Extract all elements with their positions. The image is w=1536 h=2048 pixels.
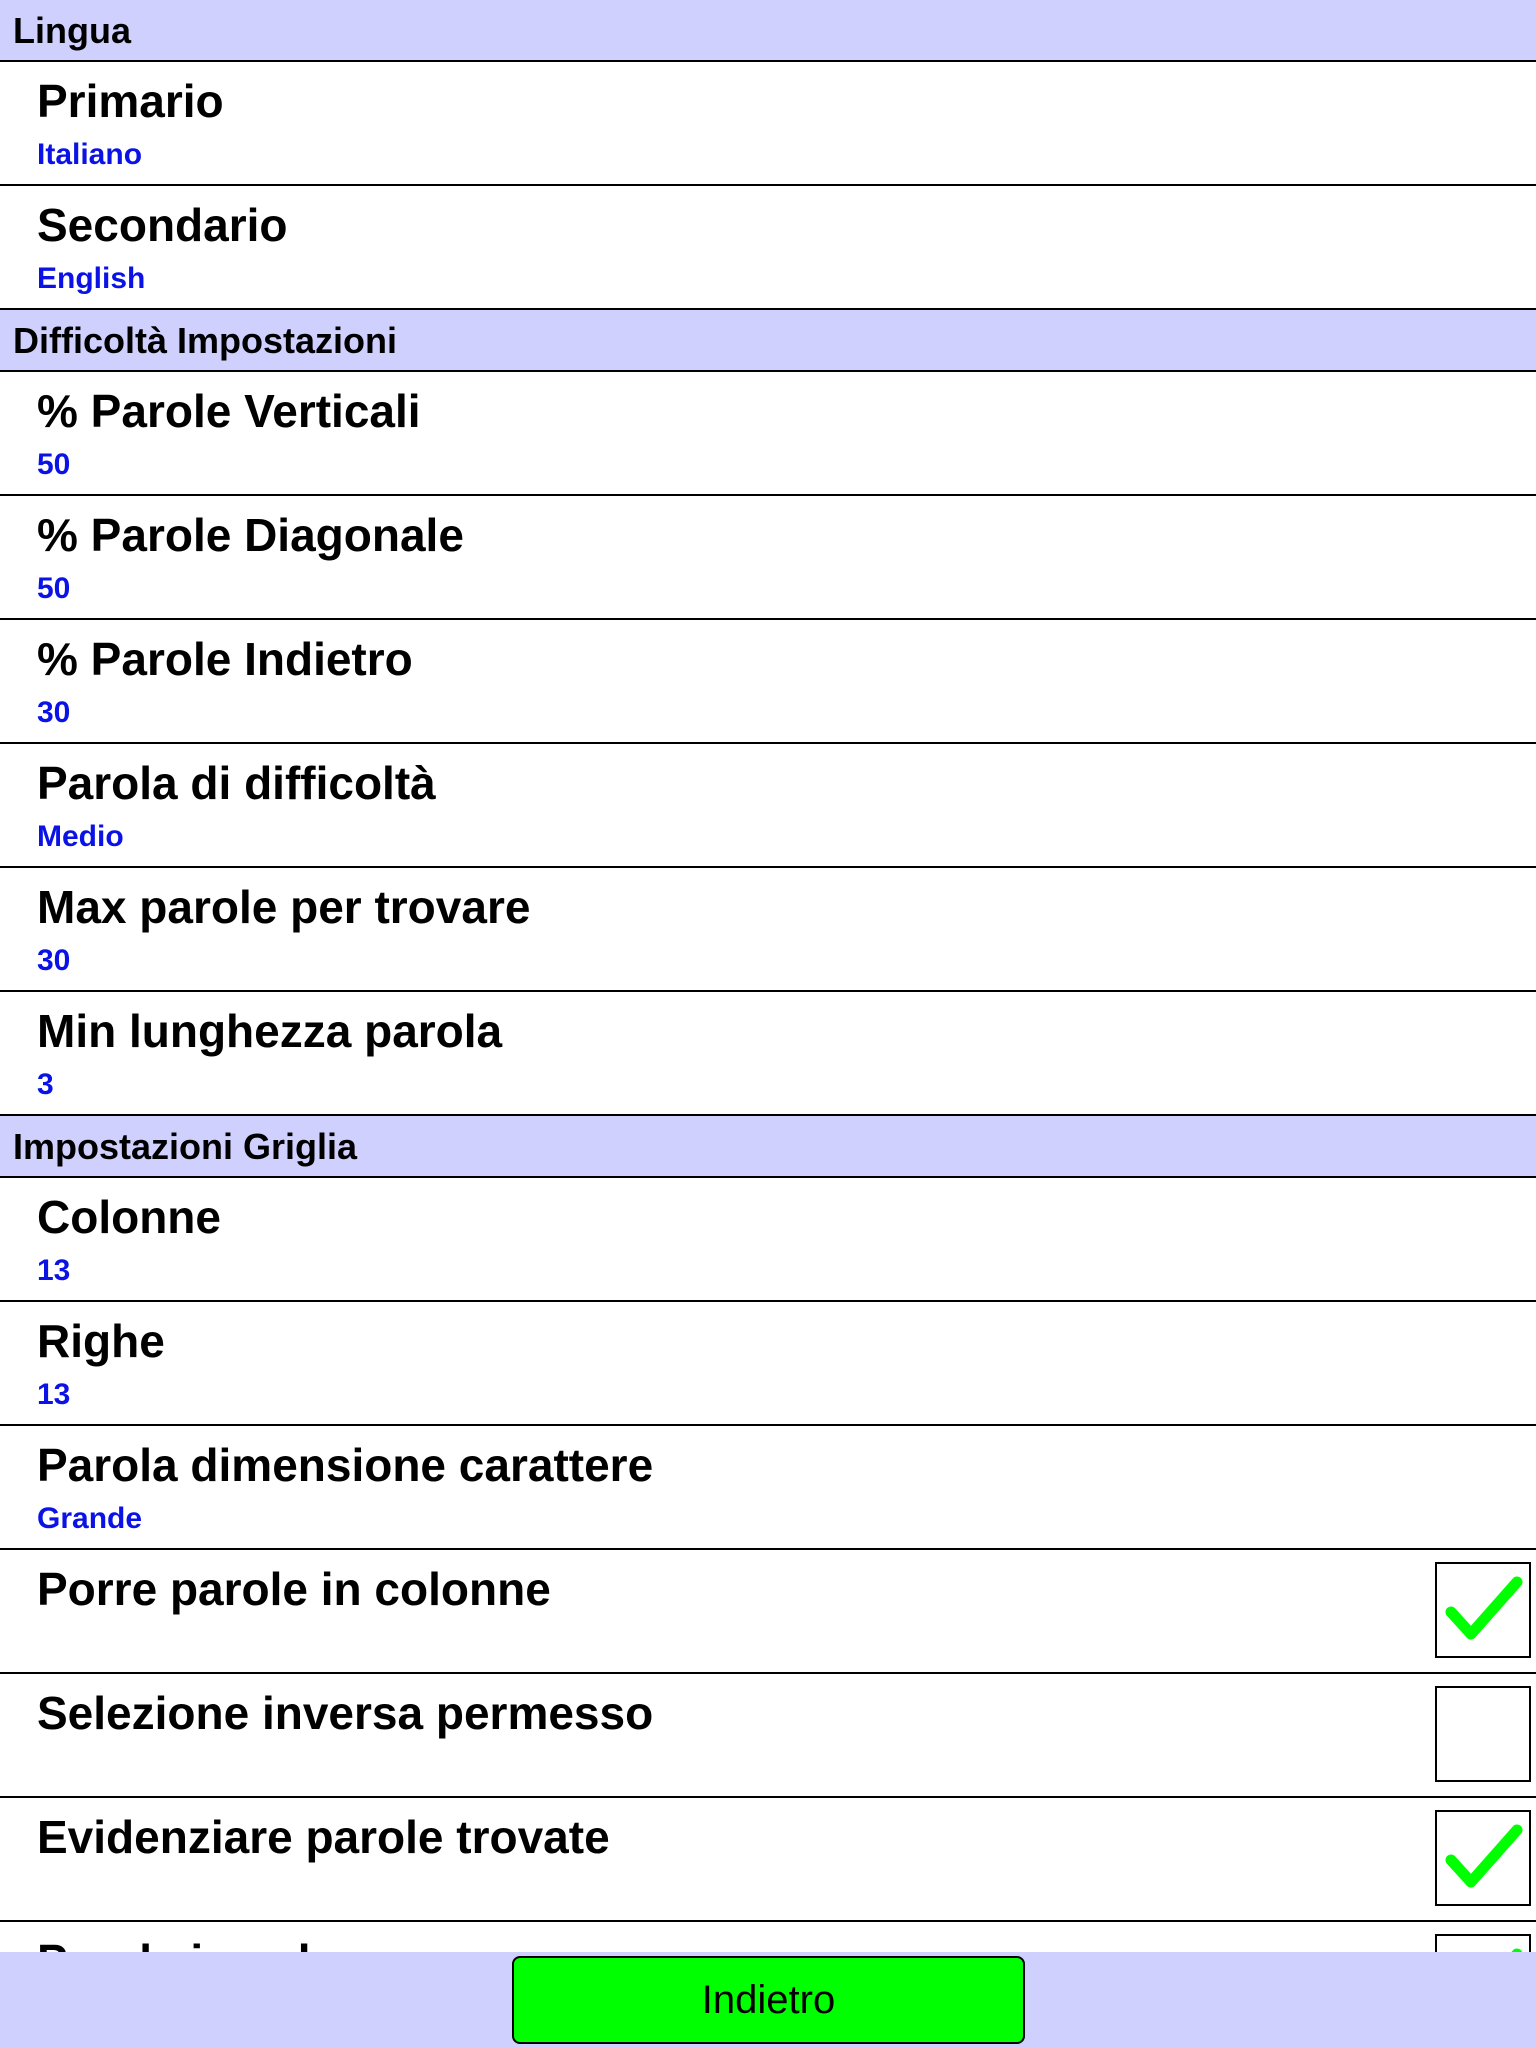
setting-value: 50 [37,572,71,605]
setting-title: Selezione inversa permesso [37,1687,654,1739]
setting-value: 13 [37,1254,71,1287]
footer-bar [0,1952,1536,2048]
setting-title: Righe [37,1315,165,1367]
setting-value: 50 [37,448,71,481]
setting-title: Secondario [37,199,288,251]
setting-title: Porre parole in colonne [37,1563,551,1615]
setting-title: Parola dimensione carattere [37,1439,654,1491]
setting-diagonal-words[interactable] [0,496,1536,620]
setting-word-difficulty[interactable] [0,744,1536,868]
setting-word-font-size[interactable] [0,1426,1536,1550]
setting-highlight-found[interactable] [0,1798,1536,1922]
setting-value: Italiano [37,138,143,171]
setting-value: 13 [37,1378,71,1411]
setting-value: 30 [37,696,71,729]
setting-value: English [37,262,146,295]
setting-title: % Parole Diagonale [37,509,464,561]
setting-title: % Parole Verticali [37,385,421,437]
setting-max-words[interactable] [0,868,1536,992]
reverse-selection-checkbox[interactable] [1435,1686,1531,1782]
setting-title: Parola di difficoltà [37,757,436,809]
setting-backward-words[interactable] [0,620,1536,744]
checkmark-icon [1437,1564,1529,1656]
setting-value: Grande [37,1502,143,1535]
setting-title: Primario [37,75,224,127]
setting-vertical-words[interactable] [0,372,1536,496]
setting-title: Max parole per trovare [37,881,531,933]
setting-title: % Parole Indietro [37,633,413,685]
words-in-columns-checkbox[interactable] [1435,1562,1531,1658]
setting-columns[interactable] [0,1178,1536,1302]
setting-reverse-selection[interactable] [0,1674,1536,1798]
highlight-found-checkbox[interactable] [1435,1810,1531,1906]
back-button[interactable]: Indietro [512,1956,1025,2044]
setting-value: 30 [37,944,71,977]
setting-min-word-length[interactable] [0,992,1536,1116]
setting-value: 3 [37,1068,54,1101]
checkmark-icon [1437,1812,1529,1904]
section-header-grid: Impostazioni Griglia [0,1116,1536,1178]
setting-value: Medio [37,820,124,853]
setting-words-in-columns[interactable] [0,1550,1536,1674]
section-header-language: Lingua [0,0,1536,62]
section-header-difficulty: Difficoltà Impostazioni [0,310,1536,372]
setting-secondary-language[interactable] [0,186,1536,310]
setting-title: Evidenziare parole trovate [37,1811,610,1863]
setting-title: Min lunghezza parola [37,1005,503,1057]
setting-title: Colonne [37,1191,221,1243]
setting-rows[interactable] [0,1302,1536,1426]
setting-primary-language[interactable] [0,62,1536,186]
